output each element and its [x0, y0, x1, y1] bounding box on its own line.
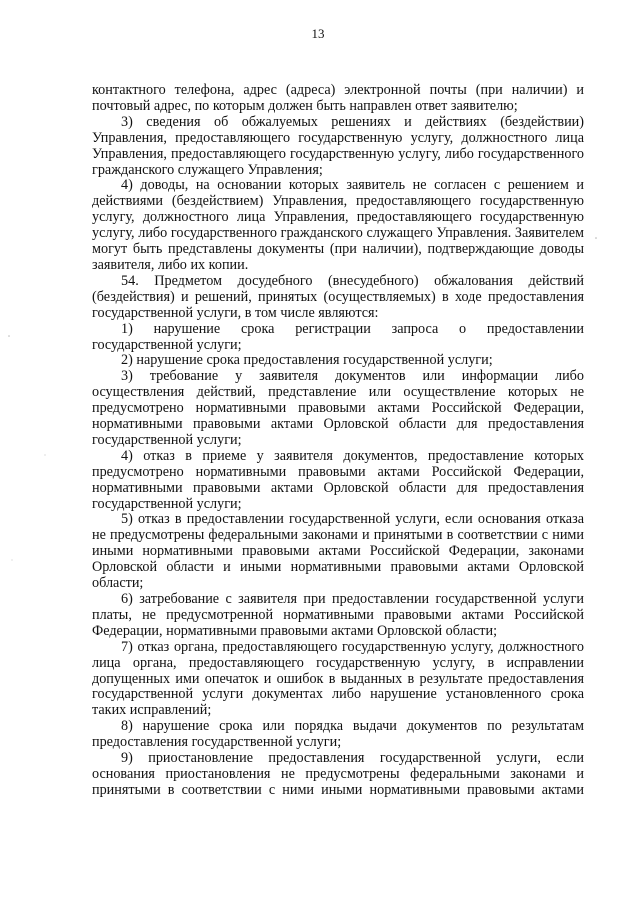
- scan-speck: [11, 559, 12, 560]
- page-number: 13: [311, 26, 325, 41]
- paragraph-violation-5: 5) отказ в предоставлении государственной услуги, если основания отказа не предусмотрены федеральными законами и принятыми в соответствии с ними иными нормативными правовыми актами Российской Федерации, законами Орловской области и иными нормативными правовыми актами Орловской области;: [92, 511, 584, 592]
- paragraph-item-3-decisions-details: 3) сведения об обжалуемых решениях и действиях (бездействии) Управления, предоставляющего государственную услугу, должностного лица Управления, предоставляющего государственную услугу, либо государственного гражданского служащего Управления;: [92, 113, 584, 178]
- document-body: [92, 83, 584, 799]
- paragraph-violation-7: 7) отказ органа, предоставляющего государственную услугу, должностного лица органа, предоставляющего государственную услугу, в исправлении допущенных ими опечаток и ошибок в выданных в результате предоставления государственной услуги документах либо нарушение установленного срока таких исправлений;: [92, 638, 584, 719]
- scan-speck: [44, 454, 45, 455]
- paragraph-violation-6: 6) затребование с заявителя при предоставлении государственной услуги платы, не предусмотренной нормативными правовыми актами Российской Федерации, нормативными правовыми актами Орловской области;: [92, 591, 584, 639]
- paragraph-violation-3: 3) требование у заявителя документов или информации либо осуществления действий, представление или осуществление которых не предусмотрено нормативными правовыми актами Российской Федерации, нормативными правовыми актами Орловской области для предоставления государственной услуги;: [92, 368, 584, 448]
- paragraph-violation-1: 1) нарушение срока регистрации запроса о предоставлении государственной услуги;: [92, 320, 584, 353]
- paragraph-contact-continuation: контактного телефона, адрес (адреса) электронной почты (при наличии) и почтовый адрес, по которым должен быть направлен ответ заявителю;: [92, 82, 584, 114]
- scan-speck: [8, 335, 10, 337]
- paragraph-violation-4: 4) отказ в приеме у заявителя документов, предоставление которых предусмотрено нормативными правовыми актами Российской Федерации, нормативными правовыми актами Орловской области для предоставления государственной услуги;: [92, 447, 584, 512]
- paragraph-item-4-arguments: 4) доводы, на основании которых заявитель не согласен с решением и действиями (бездействием) Управления, предоставляющего государственную услугу, должностного лица Управления, предоставляющего государственную услугу, либо государственного гражданского служащего Управления. Заявителем могут быть представлены документы (при наличии), подтверждающие доводы заявителя, либо их копии.: [92, 177, 584, 273]
- paragraph-section-54: 54. Предметом досудебного (внесудебного) обжалования действий (бездействия) и решений, принятых (осуществляемых) в ходе предоставления государственной услуги, в том числе являются:: [92, 272, 584, 321]
- paragraph-violation-8: 8) нарушение срока или порядка выдачи документов по результатам предоставления государственной услуги;: [92, 718, 584, 751]
- paragraph-violation-9: 9) приостановление предоставления государственной услуги, если основания приостановления не предусмотрены федеральными законами и принятыми в соответствии с ними иными нормативными правовыми актами: [92, 750, 584, 798]
- paragraph-violation-2: 2) нарушение срока предоставления государственной услуги;: [121, 352, 493, 369]
- scan-speck: [595, 237, 597, 239]
